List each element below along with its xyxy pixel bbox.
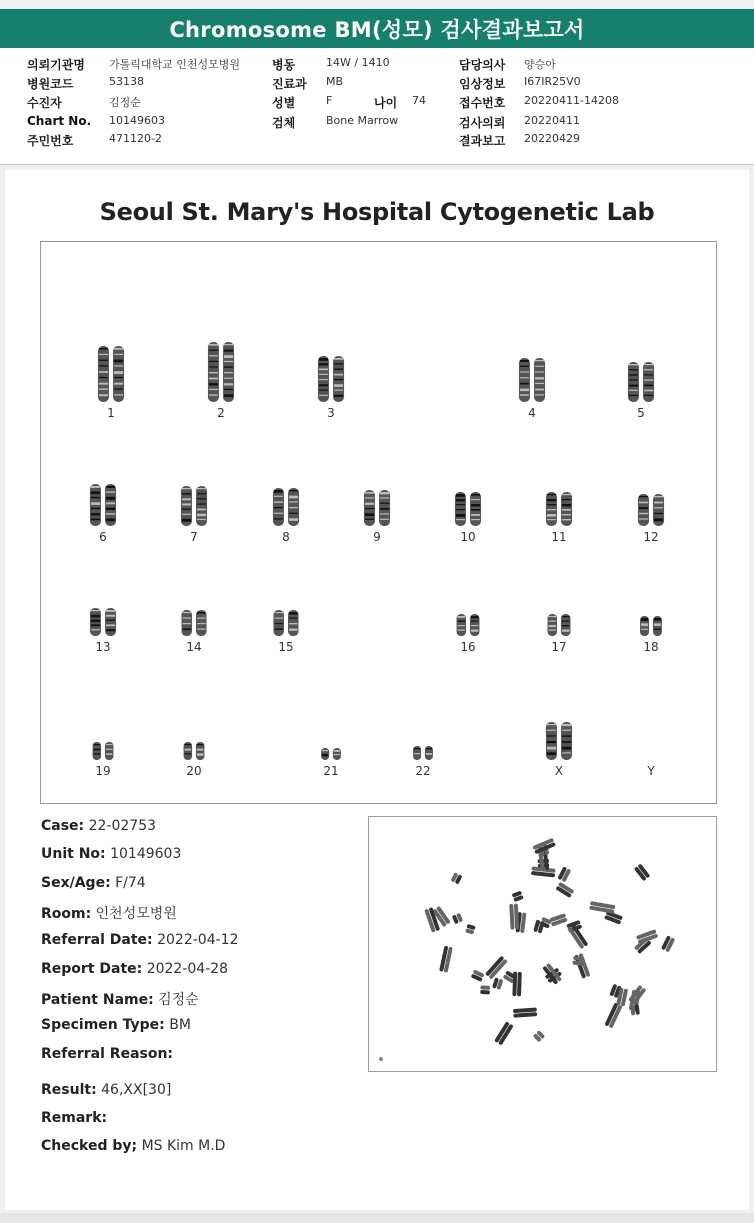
metaphase-chromosome (589, 901, 615, 914)
metaphase-chromosome (661, 935, 675, 952)
chromosome-6-b (105, 484, 116, 526)
chromosome-label-11: 11 (551, 530, 567, 544)
chromosome-11-b (561, 492, 572, 526)
metaphase-chromosome (439, 946, 453, 973)
chromosome-13-a (90, 608, 101, 636)
metaphase-chromosome (557, 866, 571, 882)
info-label: 진료과 (272, 77, 307, 91)
info-value: 14W / 1410 (326, 56, 390, 69)
chromosome-16-a (457, 614, 467, 636)
chromosome-19-a (93, 742, 102, 760)
chromosome-label-10: 10 (460, 530, 476, 544)
metaphase-figure (369, 817, 718, 1073)
chromosome-label-5: 5 (637, 406, 645, 420)
report-sheet (5, 170, 749, 1210)
chromosome-18-a (640, 616, 649, 636)
chromosome-10-b (470, 492, 481, 526)
metaphase-chromosome (513, 1007, 537, 1017)
chromosome-18-b (653, 616, 662, 636)
info-label: 의뢰기관명 (27, 58, 85, 72)
info-value: 김정순 (109, 96, 141, 109)
karyogram-image (40, 241, 717, 804)
info-value: 53138 (109, 75, 144, 88)
metaphase-chromosome (494, 1021, 514, 1045)
chromosome-label-8: 8 (282, 530, 290, 544)
info-value: I67IR25V0 (524, 75, 581, 88)
info-label: 검체 (272, 116, 296, 130)
info-label: 담당의사 (459, 58, 506, 72)
chromosome-label-12: 12 (643, 530, 659, 544)
metaphase-chromosome (634, 863, 651, 881)
metaphase-chromosome (492, 977, 503, 990)
chromosome-21-b (333, 748, 341, 760)
chromosome-12-b (653, 494, 664, 526)
chromosome-3-b (333, 356, 344, 402)
metaphase-chromosome (555, 882, 574, 898)
chromosome-4-b (534, 358, 545, 402)
metaphase-chromosome (533, 1030, 545, 1042)
info-label: 임상정보 (459, 77, 506, 91)
bottom-strip (0, 1213, 754, 1223)
info-value: 양승아 (524, 58, 556, 71)
metaphase-chromosome (509, 904, 519, 930)
chromosome-8-b (288, 488, 299, 526)
field-room: Room: 인천성모병원 (41, 906, 177, 922)
info-value: 471120-2 (109, 132, 162, 145)
chromosome-X-b (561, 722, 572, 760)
chromosome-14-b (196, 610, 207, 636)
chromosome-20-a (184, 742, 193, 760)
info-label: 접수번호 (459, 96, 506, 110)
chromosome-label-21: 21 (323, 764, 339, 778)
chromosome-label-14: 14 (186, 640, 202, 654)
chromosome-label-Y: Y (647, 764, 655, 778)
karyogram-figure (41, 242, 718, 805)
chromosome-7-a (181, 486, 192, 526)
chromosome-label-X: X (554, 764, 564, 778)
field-unit-no: Unit No: 10149603 (41, 846, 182, 862)
chromosome-label-2: 2 (217, 406, 225, 420)
chromosome-10-a (455, 492, 466, 526)
chromosome-7-b (196, 486, 207, 526)
field-specimen-type: Specimen Type: BM (41, 1017, 191, 1033)
metaphase-chromosome (480, 985, 490, 994)
chromosome-5-b (643, 362, 654, 402)
chromosome-8-a (273, 488, 284, 526)
debris-dot (379, 1057, 383, 1061)
metaphase-chromosome (533, 919, 545, 933)
chromosome-label-19: 19 (95, 764, 111, 778)
chromosome-label-15: 15 (278, 640, 294, 654)
metaphase-spread-image (368, 816, 717, 1072)
field-result: Result: 46,XX[30] (41, 1082, 172, 1098)
chromosome-2-a (208, 342, 219, 402)
chromosome-16-b (470, 614, 480, 636)
info-value: 20220429 (524, 132, 580, 145)
info-label: 결과보고 (459, 134, 506, 148)
info-value: MB (326, 75, 344, 88)
field-sex-age: Sex/Age: F/74 (41, 875, 146, 891)
metaphase-chromosome (424, 907, 440, 933)
chromosome-5-a (628, 362, 639, 402)
chromosome-label-7: 7 (190, 530, 198, 544)
chromosome-label-22: 22 (415, 764, 431, 778)
info-label: 검사의뢰 (459, 116, 506, 130)
chromosome-21-a (321, 748, 329, 760)
patient-info-panel (0, 48, 754, 165)
chromosome-13-b (105, 608, 116, 636)
chromosome-label-9: 9 (373, 530, 381, 544)
chromosome-22-a (413, 746, 421, 760)
chromosome-label-20: 20 (186, 764, 202, 778)
age-value: 74 (412, 94, 426, 107)
chromosome-6-a (90, 484, 101, 526)
info-value: 가톨릭대학교 인천성모병원 (109, 58, 241, 71)
chromosome-label-3: 3 (327, 406, 335, 420)
chromosome-9-b (379, 490, 390, 526)
chromosome-20-b (196, 742, 205, 760)
chromosome-15-a (273, 610, 284, 636)
info-value: 20220411-14208 (524, 94, 619, 107)
field-case: Case: 22-02753 (41, 818, 157, 834)
info-label: 성별 (272, 96, 296, 110)
age-label: 나이 (374, 96, 398, 110)
field-report-date: Report Date: 2022-04-28 (41, 961, 229, 977)
chromosome-11-a (546, 492, 557, 526)
chromosome-1-a (98, 346, 109, 402)
info-value: F (326, 94, 333, 107)
chromosome-12-a (638, 494, 649, 526)
chromosome-label-6: 6 (99, 530, 107, 544)
chromosome-14-a (181, 610, 192, 636)
chromosome-4-a (519, 358, 530, 402)
info-label: Chart No. (27, 114, 92, 128)
chromosome-19-b (105, 742, 114, 760)
info-value: 20220411 (524, 114, 580, 127)
chromosome-17-b (561, 614, 571, 636)
chromosome-label-4: 4 (528, 406, 536, 420)
metaphase-chromosome (549, 913, 567, 927)
chromosome-label-17: 17 (551, 640, 567, 654)
chromosome-X-a (546, 722, 557, 760)
chromosome-label-16: 16 (460, 640, 476, 654)
info-label: 수진자 (27, 96, 62, 110)
metaphase-chromosome (452, 913, 463, 925)
field-checked-by: Checked by; MS Kim M.D (41, 1138, 226, 1154)
field-remark: Remark: (41, 1110, 108, 1126)
field-patient-name: Patient Name: 김정순 (41, 992, 199, 1008)
info-label: 병동 (272, 58, 296, 72)
chromosome-3-a (318, 356, 329, 402)
chromosome-17-a (548, 614, 558, 636)
info-value: Bone Marrow (326, 114, 399, 127)
metaphase-chromosome (604, 1002, 622, 1028)
chromosome-label-13: 13 (95, 640, 111, 654)
info-label: 주민번호 (27, 134, 74, 148)
info-label: 병원코드 (27, 77, 74, 91)
chromosome-15-b (288, 610, 299, 636)
metaphase-chromosome (512, 891, 524, 902)
field-referral-date: Referral Date: 2022-04-12 (41, 932, 239, 948)
metaphase-chromosome (465, 924, 476, 935)
chromosome-label-18: 18 (643, 640, 659, 654)
report-title: Chromosome BM(성모) 검사결과보고서 (169, 17, 585, 42)
lab-title: Seoul St. Mary's Hospital Cytogenetic Lab (99, 198, 655, 226)
report-title-bar (0, 9, 754, 48)
field-referral-reason: Referral Reason: (41, 1046, 174, 1062)
chromosome-label-1: 1 (107, 406, 115, 420)
metaphase-chromosome (471, 969, 485, 982)
chromosome-22-b (425, 746, 433, 760)
chromosome-9-a (364, 490, 375, 526)
metaphase-chromosome (451, 872, 463, 884)
chromosome-1-b (113, 346, 124, 402)
info-value: 10149603 (109, 114, 165, 127)
metaphase-chromosome (512, 972, 521, 997)
chromosome-2-b (223, 342, 234, 402)
